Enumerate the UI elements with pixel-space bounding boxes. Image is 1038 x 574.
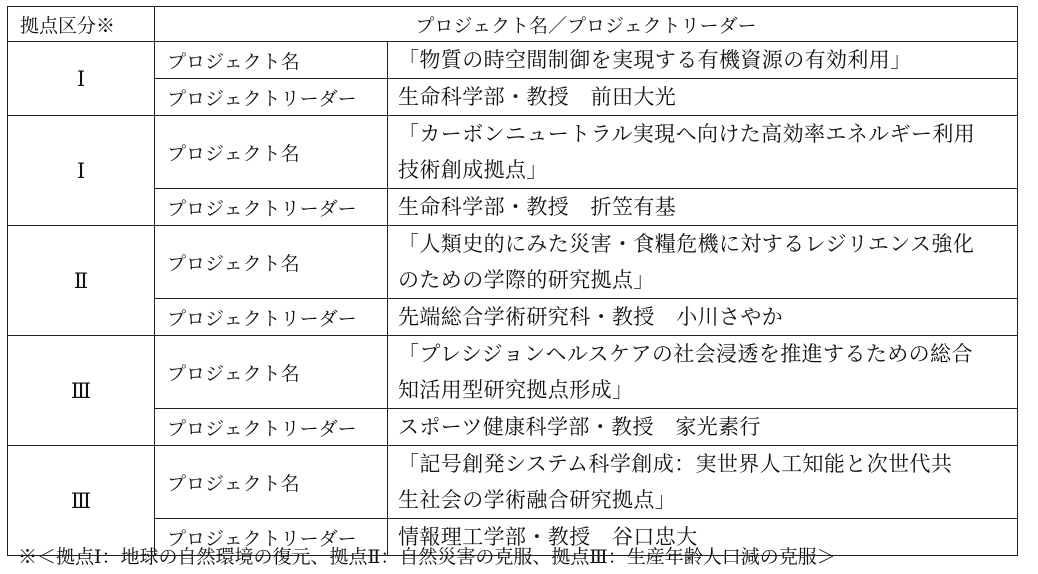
category-cell: Ⅰ [8,116,155,226]
project-name-value [388,336,1018,409]
key-project-name: プロジェクト名 [155,336,388,409]
key-project-leader: プロジェクトリーダー [155,189,388,226]
project-name-line: 「物質の時空間制御を実現する有機資源の有効利用」 [398,48,912,72]
key-project-name: プロジェクト名 [155,446,388,519]
project-leader-value: 情報理工学部・教授 谷口忠大 [388,519,1018,556]
header-main: プロジェクト名／プロジェクトリーダー [155,7,1018,42]
footnote: ※＜拠点Ⅰ：地球の自然環境の復元、拠点Ⅱ：自然災害の克服、拠点Ⅲ：生産年齢人口減の克服＞ [18,546,836,568]
project-name-value [388,42,1018,79]
key-project-leader: プロジェクトリーダー [155,519,388,556]
table-header-row [8,7,1018,42]
category-cell: Ⅱ [8,226,155,336]
category-cell: Ⅲ [8,336,155,446]
project-table [7,6,1018,556]
table-row [8,79,1018,116]
project-name-value [388,446,1018,519]
project-name-line: 技術創成拠点」 [398,158,548,182]
table-row [8,336,1018,409]
category-cell: Ⅰ [8,42,155,116]
table-row [8,299,1018,336]
table-row [8,42,1018,79]
table-row [8,409,1018,446]
project-leader-value: 先端総合学術研究科・教授 小川さやか [388,299,1018,336]
header-category: 拠点区分※ [8,7,155,42]
key-project-name: プロジェクト名 [155,42,388,79]
project-name-line: 知活用型研究拠点形成」 [398,378,634,402]
key-project-name: プロジェクト名 [155,226,388,299]
project-name-line: 「カーボンニュートラル実現へ向けた高効率エネルギー利用 [398,122,976,146]
table-row [8,116,1018,189]
key-project-name: プロジェクト名 [155,116,388,189]
table-row [8,446,1018,519]
table-row [8,226,1018,299]
project-leader-value: スポーツ健康科学部・教授 家光素行 [388,409,1018,446]
project-name-value [388,226,1018,299]
project-name-line: 生社会の学術融合研究拠点」 [398,488,677,512]
project-leader-value: 生命科学部・教授 前田大光 [388,79,1018,116]
key-project-leader: プロジェクトリーダー [155,79,388,116]
category-cell: Ⅲ [8,446,155,556]
key-project-leader: プロジェクトリーダー [155,409,388,446]
project-leader-value: 生命科学部・教授 折笠有基 [388,189,1018,226]
project-name-value [388,116,1018,189]
table-row [8,189,1018,226]
project-name-line: 「記号創発システム科学創成：実世界人工知能と次世代共 [398,452,953,476]
project-name-line: 「プレシジョンヘルスケアの社会浸透を推進するための総合 [398,342,973,366]
project-name-line: 「人類史的にみた災害・食糧危機に対するレジリエンス強化 [398,232,975,256]
project-name-line: のための学際的研究拠点」 [398,268,655,292]
key-project-leader: プロジェクトリーダー [155,299,388,336]
